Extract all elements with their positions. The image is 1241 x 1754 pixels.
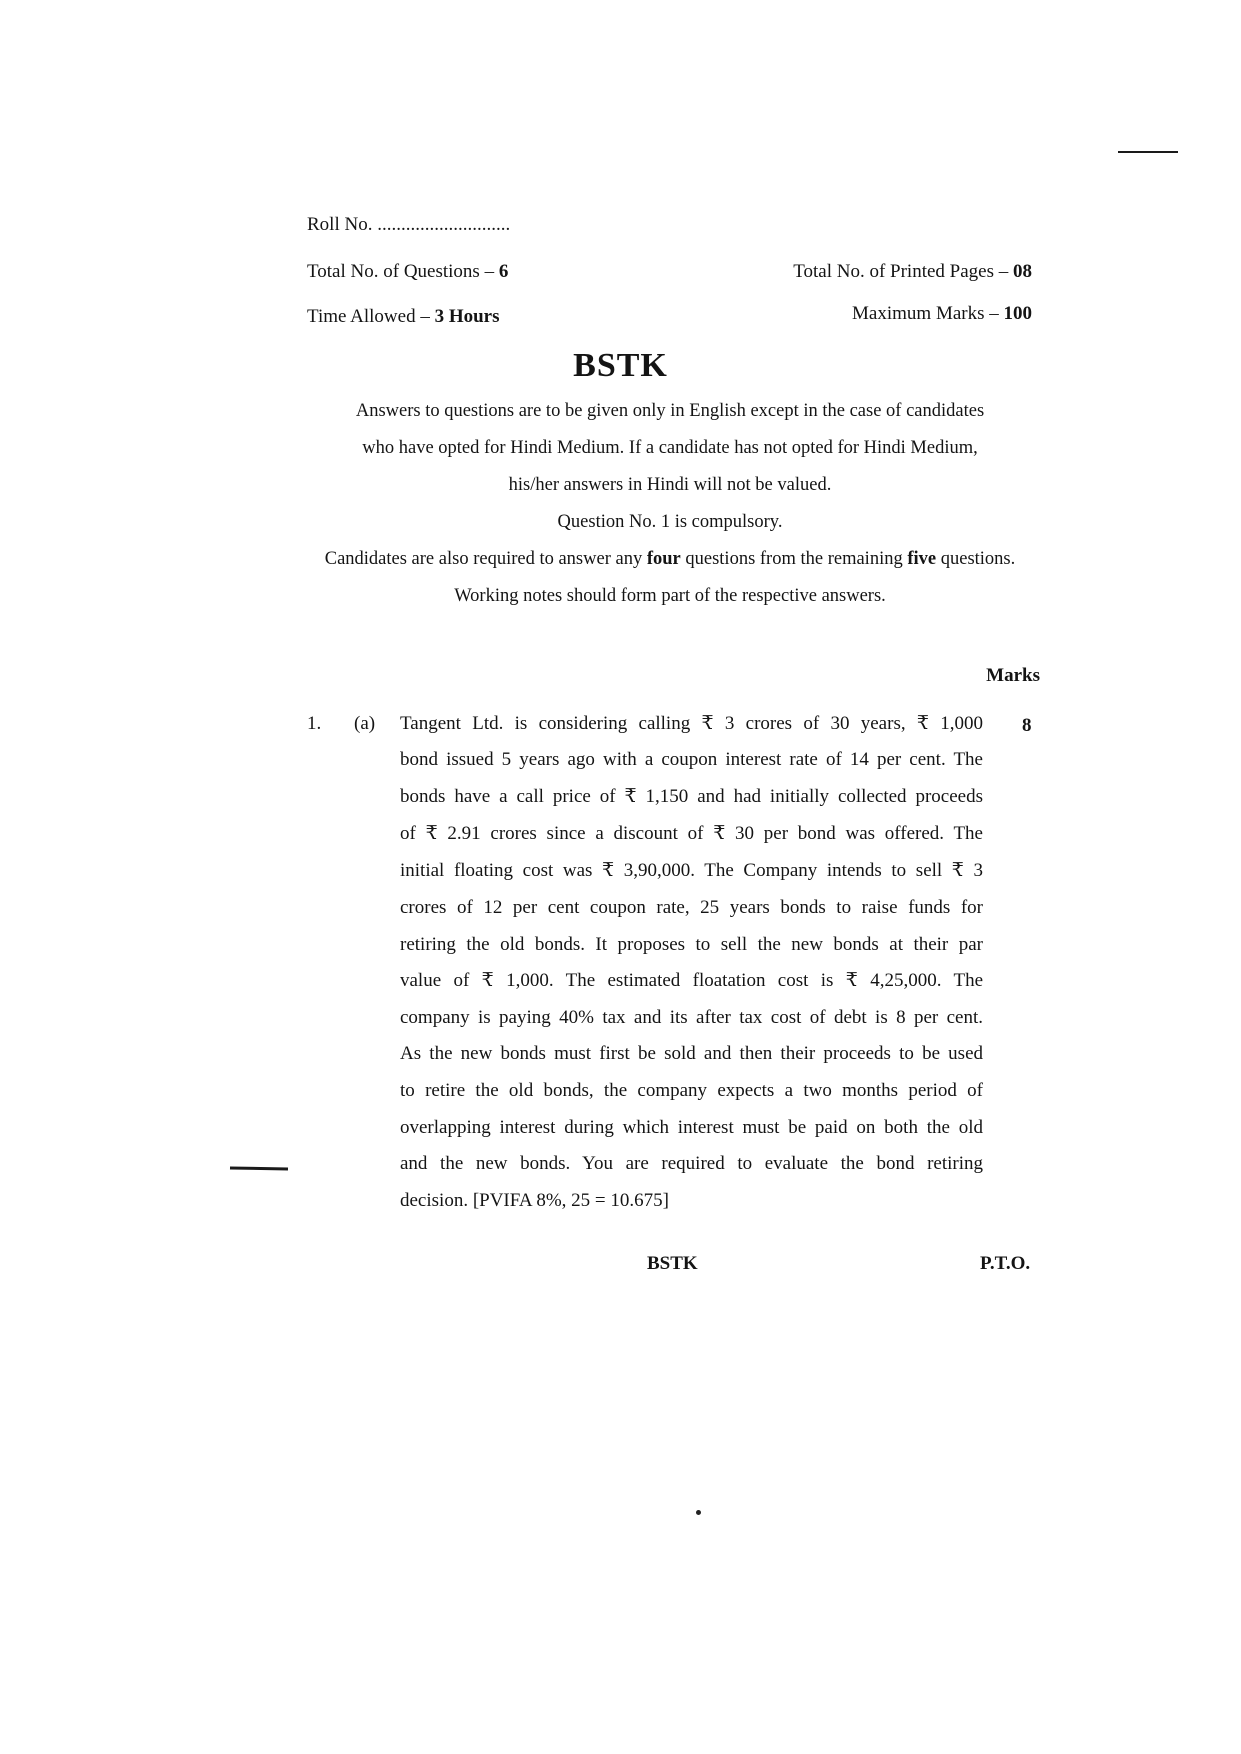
total-questions-value: 6	[498, 261, 509, 282]
question-line: initial floating cost was ₹ 3,90,000. The Company intends to sell ₹ 3	[400, 860, 983, 881]
time-allowed	[307, 305, 500, 329]
marks-value: 100	[1003, 303, 1032, 324]
question-line: of ₹ 2.91 crores since a discount of ₹ 30 per bond was offered. The	[400, 823, 983, 844]
question-line: retiring the old bonds. It proposes to sell the new bonds at their par	[400, 934, 983, 955]
paper-title: BSTK	[573, 347, 668, 384]
instruction-part-3: questions.	[936, 549, 1016, 569]
question-number: 1.	[307, 713, 322, 734]
instruction-q1-text: Question No. 1 is compulsory.	[557, 512, 783, 532]
marks-heading: Marks	[986, 665, 1040, 686]
instruction-line-1: Answers to questions are to be given only in English except in the case of candidates	[355, 401, 985, 421]
question-line: bond issued 5 years ago with a coupon interest rate of 14 per cent. The	[400, 749, 983, 770]
printed-pages-label: Total No. of Printed Pages –	[793, 261, 1013, 282]
time-value: 3 Hours	[434, 306, 500, 327]
total-questions-label: Total No. of Questions –	[307, 261, 499, 282]
question-line: and the new bonds. You are required to evaluate the bond retiring	[400, 1153, 983, 1174]
question-line: decision. [PVIFA 8%, 25 = 10.675]	[400, 1190, 669, 1211]
instruction-line-6: Working notes should form part of the respective answers.	[454, 586, 886, 606]
question-line: Tangent Ltd. is considering calling ₹ 3 crores of 30 years, ₹ 1,000	[400, 713, 983, 734]
instruction-line-5	[200, 547, 1140, 571]
footer-code: BSTK	[647, 1253, 698, 1274]
top-right-rule	[1118, 151, 1178, 153]
question-sub-part: (a)	[354, 713, 376, 734]
question-line: value of ₹ 1,000. The estimated floatation cost is ₹ 4,25,000. The	[400, 970, 983, 991]
instruction-part-1: Candidates are also required to answer any	[324, 549, 647, 569]
marks-label: Maximum Marks –	[852, 303, 1004, 324]
question-line: overlapping interest during which interest must be paid on both the old	[400, 1117, 983, 1138]
instruction-bold-five: five	[907, 549, 937, 569]
instruction-line-3: his/her answers in Hindi will not be valued.	[508, 475, 832, 495]
question-line: As the new bonds must first be sold and then their proceeds to be used	[400, 1043, 983, 1064]
roll-no: Roll No. ............................	[307, 214, 511, 235]
scan-dot	[696, 1510, 701, 1515]
printed-pages	[640, 260, 1032, 284]
instruction-bold-four: four	[646, 549, 681, 569]
question-line: company is paying 40% tax and its after tax cost of debt is 8 per cent.	[400, 1007, 983, 1028]
question-marks: 8	[1022, 715, 1032, 736]
instruction-line-4	[240, 510, 1100, 534]
scan-margin-mark	[230, 1166, 288, 1170]
maximum-marks	[640, 302, 1032, 326]
footer-pto: P.T.O.	[980, 1253, 1031, 1274]
question-line: bonds have a call price of ₹ 1,150 and had initially collected proceeds	[400, 786, 983, 807]
question-line: crores of 12 per cent coupon rate, 25 years bonds to raise funds for	[400, 897, 983, 918]
time-label: Time Allowed –	[307, 306, 435, 327]
total-questions	[307, 260, 508, 284]
instruction-part-2: questions from the remaining	[680, 549, 908, 569]
question-line: to retire the old bonds, the company expects a two months period of	[400, 1080, 983, 1101]
printed-pages-value: 08	[1013, 261, 1032, 282]
instruction-line-2: who have opted for Hindi Medium. If a candidate has not opted for Hindi Medium,	[362, 438, 978, 458]
